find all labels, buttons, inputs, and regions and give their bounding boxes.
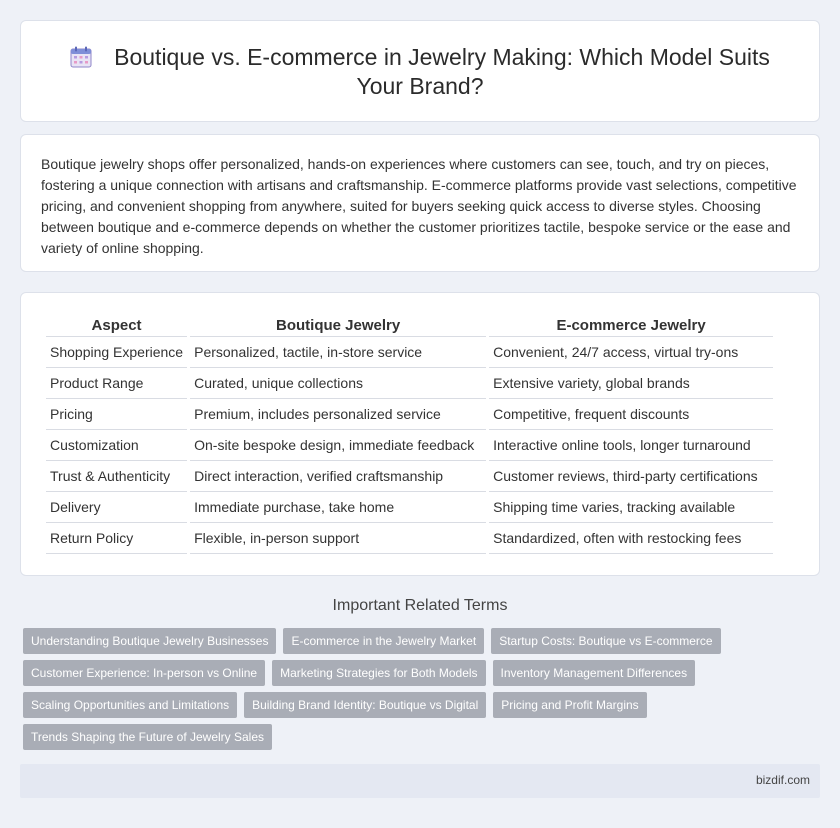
table-cell-ecommerce: Interactive online tools, longer turnaround — [489, 430, 773, 461]
table-cell-ecommerce: Competitive, frequent discounts — [489, 399, 773, 430]
footer-bar — [20, 764, 820, 798]
table-row — [46, 430, 773, 461]
calendar-grid-icon — [70, 46, 92, 68]
related-term-tag[interactable]: E-commerce in the Jewelry Market — [283, 628, 484, 654]
intro-paragraph: Boutique jewelry shops offer personalized, hands-on experiences where customers can see, touch, and try on pieces, fostering a unique connection with artisans and craftsmanship. E-commerce platforms provide vast selections, competitive pricing, and convenient shopping from anywhere, suited for buyers seeking quick access to diverse styles. Choosing between boutique and e-commerce depends on whether the customer prioritizes tactile, bespoke service or the ease and variety of online shopping. — [41, 156, 797, 256]
column-header-boutique: Boutique Jewelry — [190, 315, 486, 337]
title-card — [20, 20, 820, 122]
table-row — [46, 523, 773, 554]
intro-card — [20, 134, 820, 272]
related-term-tag[interactable]: Understanding Boutique Jewelry Businesses — [23, 628, 276, 654]
table-cell-ecommerce: Standardized, often with restocking fees — [489, 523, 773, 554]
table-cell-aspect: Product Range — [46, 368, 187, 399]
related-term-tag[interactable]: Customer Experience: In-person vs Online — [23, 660, 265, 686]
table-cell-boutique: Curated, unique collections — [190, 368, 486, 399]
table-cell-ecommerce: Customer reviews, third-party certifications — [489, 461, 773, 492]
table-cell-boutique: On-site bespoke design, immediate feedback — [190, 430, 486, 461]
related-term-tag[interactable]: Scaling Opportunities and Limitations — [23, 692, 237, 718]
table-cell-aspect: Shopping Experience — [46, 337, 187, 368]
table-cell-aspect: Delivery — [46, 492, 187, 523]
table-row — [46, 399, 773, 430]
table-row — [46, 461, 773, 492]
related-term-tag[interactable]: Building Brand Identity: Boutique vs Digital — [244, 692, 486, 718]
related-terms-tags — [23, 628, 743, 756]
table-cell-boutique: Direct interaction, verified craftsmanship — [190, 461, 486, 492]
table-header-row — [46, 315, 773, 337]
title-wrap — [61, 43, 779, 101]
table-cell-ecommerce: Shipping time varies, tracking available — [489, 492, 773, 523]
comparison-table-card — [20, 292, 820, 576]
table-cell-boutique: Premium, includes personalized service — [190, 399, 486, 430]
related-term-tag[interactable]: Pricing and Profit Margins — [493, 692, 646, 718]
table-cell-ecommerce: Extensive variety, global brands — [489, 368, 773, 399]
related-term-tag[interactable]: Trends Shaping the Future of Jewelry Sales — [23, 724, 272, 750]
page-title-text: Boutique vs. E-commerce in Jewelry Making: Which Model Suits Your Brand? — [114, 44, 770, 99]
table-cell-aspect: Pricing — [46, 399, 187, 430]
table-cell-boutique: Personalized, tactile, in-store service — [190, 337, 486, 368]
column-header-ecommerce: E-commerce Jewelry — [489, 315, 773, 337]
table-row — [46, 492, 773, 523]
column-header-aspect: Aspect — [46, 315, 187, 337]
related-term-tag[interactable]: Startup Costs: Boutique vs E-commerce — [491, 628, 720, 654]
table-row — [46, 368, 773, 399]
related-terms-heading: Important Related Terms — [332, 597, 508, 614]
table-cell-aspect: Customization — [46, 430, 187, 461]
table-cell-ecommerce: Convenient, 24/7 access, virtual try-ons — [489, 337, 773, 368]
table-cell-boutique: Immediate purchase, take home — [190, 492, 486, 523]
page-title — [61, 43, 779, 101]
table-cell-aspect: Trust & Authenticity — [46, 461, 187, 492]
comparison-table — [43, 315, 776, 554]
table-cell-boutique: Flexible, in-person support — [190, 523, 486, 554]
related-term-tag[interactable]: Marketing Strategies for Both Models — [272, 660, 485, 686]
table-cell-aspect: Return Policy — [46, 523, 187, 554]
related-term-tag[interactable]: Inventory Management Differences — [493, 660, 696, 686]
table-row — [46, 337, 773, 368]
footer-site-link[interactable]: bizdif.com — [755, 773, 810, 787]
